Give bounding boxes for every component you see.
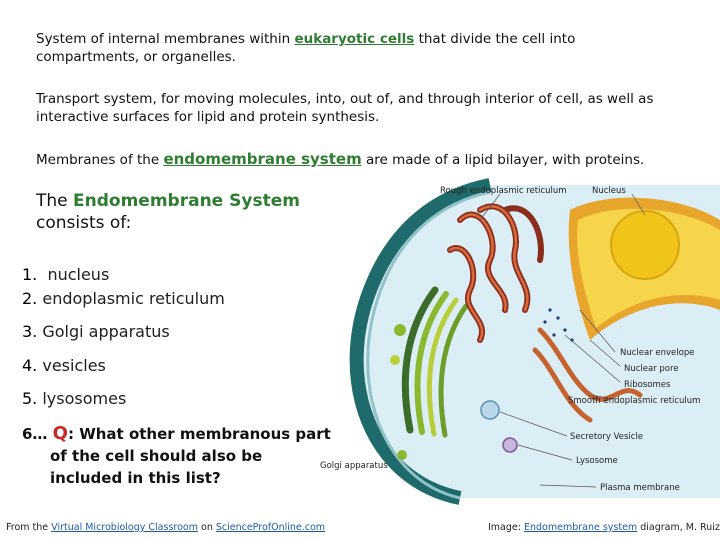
list-number: 6… <box>22 425 48 443</box>
list-item <box>22 289 225 309</box>
question-text: : What other membranous part <box>67 425 331 443</box>
footer-text: Image: <box>488 522 524 533</box>
intro-text: System of internal membranes within <box>36 31 295 47</box>
list-item <box>22 389 126 409</box>
list-text: lysosomes <box>42 389 127 408</box>
label-ribosomes: Ribosomes <box>624 380 671 390</box>
question-text: of the cell should also be <box>50 447 263 465</box>
footer-text: on <box>197 522 216 533</box>
intro-text: Membranes of the <box>36 152 164 168</box>
endomembrane-diagram <box>320 180 720 500</box>
question-text: included in this list? <box>50 469 221 487</box>
footer-text: From the <box>6 522 52 533</box>
heading-emphasis: Endomembrane System <box>73 191 300 211</box>
list-item <box>22 265 109 285</box>
footer-credit-left <box>6 522 325 534</box>
nucleolus-shape <box>611 211 679 279</box>
label-secretory-vesicle: Secretory Vesicle <box>570 432 644 442</box>
intro-text: are made of a lipid bilayer, with proteins. <box>361 152 645 168</box>
label-nucleus: Nucleus <box>592 186 626 196</box>
heading-text: consists of: <box>36 213 132 233</box>
footer-credit-right <box>488 522 720 534</box>
secretory-vesicle-shape <box>481 401 499 419</box>
endomembrane-system-link[interactable]: endomembrane system <box>163 150 362 168</box>
intro-paragraph-3 <box>36 150 706 169</box>
list-number: 2. <box>22 289 38 308</box>
list-text: vesicles <box>42 356 106 375</box>
list-text: nucleus <box>47 265 110 284</box>
intro-text: that divide the cell into compartments, or organelles. <box>36 31 576 65</box>
list-number: 5. <box>22 389 38 408</box>
intro-paragraph-2: Transport system, for moving molecules, into, out of, and through interior of cell, as well as interactive surfaces for lipid and protein synthesis. <box>36 91 654 125</box>
section-heading <box>36 190 336 234</box>
heading-text: The <box>36 191 74 211</box>
question-letter: Q <box>52 423 68 444</box>
footer-text: diagram, M. Ruiz <box>637 522 720 533</box>
label-nuclear-pore: Nuclear pore <box>624 364 679 374</box>
list-number: 3. <box>22 322 38 341</box>
label-plasma-membrane: Plasma membrane <box>600 483 680 493</box>
endomembrane-image-link[interactable]: Endomembrane system <box>523 522 638 533</box>
intro-paragraph-1 <box>36 30 656 66</box>
label-lysosome: Lysosome <box>576 456 618 466</box>
list-item <box>22 322 170 342</box>
label-smooth-er: Smooth endoplasmic reticulum <box>568 396 701 406</box>
list-number: 4. <box>22 356 38 375</box>
label-rough-er: Rough endoplasmic reticulum <box>440 186 567 196</box>
label-nuclear-envelope: Nuclear envelope <box>620 348 695 358</box>
list-text: Golgi apparatus <box>42 322 170 341</box>
list-item <box>22 356 106 376</box>
virtual-microbiology-link[interactable]: Virtual Microbiology Classroom <box>51 522 198 533</box>
label-golgi: Golgi apparatus <box>320 461 388 471</box>
eukaryotic-cells-link[interactable]: eukaryotic cells <box>294 31 415 47</box>
question-item <box>22 423 362 489</box>
scienceprofonline-link[interactable]: ScienceProfOnline.com <box>215 522 326 533</box>
list-number: 1. <box>22 265 38 284</box>
lysosome-shape <box>503 438 517 452</box>
list-text: endoplasmic reticulum <box>42 289 225 308</box>
